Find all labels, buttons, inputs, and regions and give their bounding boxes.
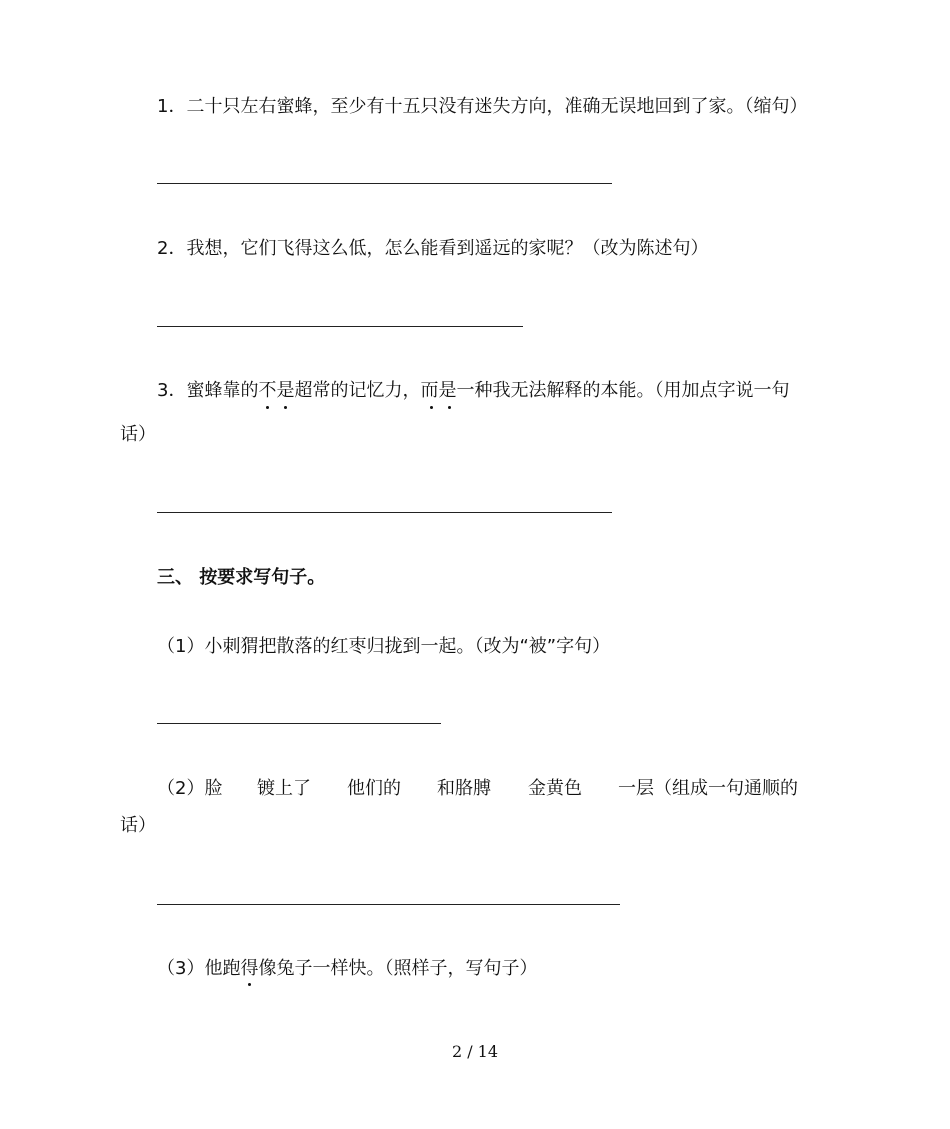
answer-line-1[interactable] — [157, 183, 612, 184]
item-2-word: 金黄色 — [528, 778, 582, 799]
emphasis-dot-shi — [284, 406, 287, 409]
item-2-word: 他们的 — [347, 778, 401, 799]
emphasis-dot-er — [430, 406, 433, 409]
item-1-text: （1）小刺猬把散落的红枣归拢到一起。（改为“被”字句） — [157, 636, 611, 657]
answer-line-3[interactable] — [157, 512, 612, 513]
question-3-text: 3．蜜蜂靠的不是超常的记忆力，而是一种我无法解释的本能。（用加点字说一句 — [157, 380, 790, 401]
item-2-word: 和胳膊 — [437, 778, 491, 799]
item-2-word: 一层（组成一句通顺的 — [618, 778, 798, 799]
emphasis-dot-xiang — [248, 983, 251, 986]
answer-line-item-2[interactable] — [157, 904, 620, 905]
item-2-word: 镀上了 — [257, 778, 311, 799]
question-3-text-continued: 话） — [120, 424, 156, 445]
item-2-prefix: （2）脸 — [157, 778, 223, 799]
item-2-text-continued: 话） — [120, 815, 156, 836]
answer-line-item-1[interactable] — [157, 723, 441, 724]
item-3-text: （3）他跑得像兔子一样快。（照样子，写句子） — [157, 958, 538, 979]
question-1-text: 1．二十只左右蜜蜂，至少有十五只没有迷失方向，准确无误地回到了家。（缩句） — [157, 96, 808, 117]
section-3-heading: 三、 按要求写句子。 — [157, 567, 326, 588]
emphasis-dot-shi2 — [448, 406, 451, 409]
question-2-text: 2．我想，它们飞得这么低，怎么能看到遥远的家呢？（改为陈述句） — [157, 238, 709, 259]
emphasis-dot-bu — [266, 406, 269, 409]
answer-line-2[interactable] — [157, 326, 523, 327]
page-number: 2 / 14 — [451, 1042, 499, 1061]
